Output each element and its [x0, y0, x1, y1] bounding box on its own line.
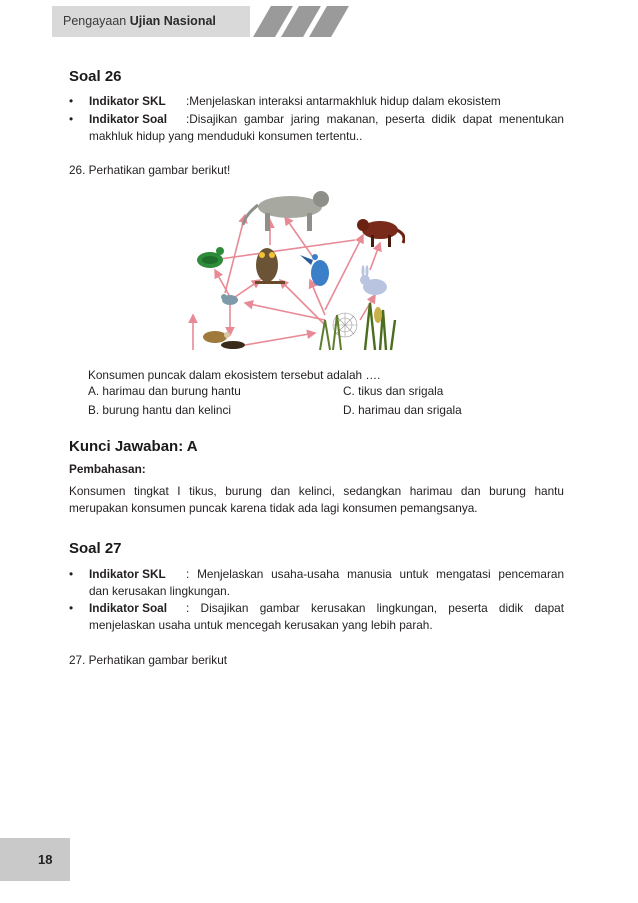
indicator-text-2: menjelaskan usaha untuk mencegah kerusakan yang lebih parah. [89, 618, 433, 632]
page-header [0, 0, 638, 38]
page-number: 18 [38, 852, 53, 867]
skl-text: :Menjelaskan interaksi antarmakhluk hidup dalam ekosistem [186, 94, 501, 108]
rabbit-icon [360, 265, 387, 295]
skl-text-2: dan kerusakan lingkungan. [89, 584, 231, 598]
page-number-tab [0, 838, 70, 881]
soal26-question: 26. Perhatikan gambar berikut! [69, 163, 231, 177]
wolf-icon [357, 219, 404, 247]
indicator-text-1: :Disajikan gambar jaring makanan, peserta didik dapat menentukan [186, 112, 564, 126]
indicator-label: Indikator Soal [89, 112, 168, 126]
discussion-line-2: merupakan konsumen puncak karena tidak ada lagi konsumen pemangsanya. [69, 501, 478, 515]
bullet: • [69, 94, 74, 108]
soal27-indicator-row [69, 600, 564, 634]
bullet: • [69, 567, 74, 581]
cougar-icon [243, 191, 329, 231]
soal26-indicator-row [69, 111, 564, 145]
mouse-icon [221, 294, 238, 305]
option-a: A. harimau dan burung hantu [88, 384, 241, 398]
indicator-text-2: makhluk hidup yang menduduki konsumen tertentu.. [89, 129, 363, 143]
indicator-label: Indikator Soal [89, 601, 168, 615]
soal27-question: 27. Perhatikan gambar berikut [69, 653, 228, 667]
header-title: Pengayaan Ujian Nasional [63, 14, 216, 28]
plants-icon [320, 303, 395, 350]
soal27-heading: Soal 27 [69, 540, 122, 557]
option-d: D. harimau dan srigala [343, 403, 462, 417]
bullet: • [69, 112, 74, 126]
skl-text-1: : Menjelaskan usaha-usaha manusia untuk mengatasi pencemaran [186, 567, 564, 581]
arrows [193, 215, 380, 350]
owl-icon [255, 248, 285, 284]
grasshopper-icon [203, 331, 230, 343]
soal27-skl-row [69, 566, 564, 600]
discussion-line-1: Konsumen tingkat I tikus, burung dan kelinci, sedangkan harimau dan burung hantu [69, 484, 564, 498]
skl-label: Indikator SKL [89, 94, 166, 108]
soal26-prompt: Konsumen puncak dalam ekosistem tersebut adalah …. [88, 368, 381, 382]
indicator-text-1: : Disajikan gambar kerusakan lingkungan, peserta didik dapat [186, 601, 564, 615]
soil-icon [221, 341, 245, 349]
food-web-figure [185, 185, 405, 360]
skl-label: Indikator SKL [89, 567, 166, 581]
option-b: B. burung hantu dan kelinci [88, 403, 231, 417]
option-c: C. tikus dan srigala [343, 384, 444, 398]
bullet: • [69, 601, 74, 615]
soal26-heading: Soal 26 [69, 68, 122, 85]
bird-icon [300, 254, 329, 286]
snake-icon [197, 247, 224, 268]
discussion-label: Pembahasan: [69, 462, 146, 476]
answer-key: Kunci Jawaban: A [69, 438, 198, 455]
